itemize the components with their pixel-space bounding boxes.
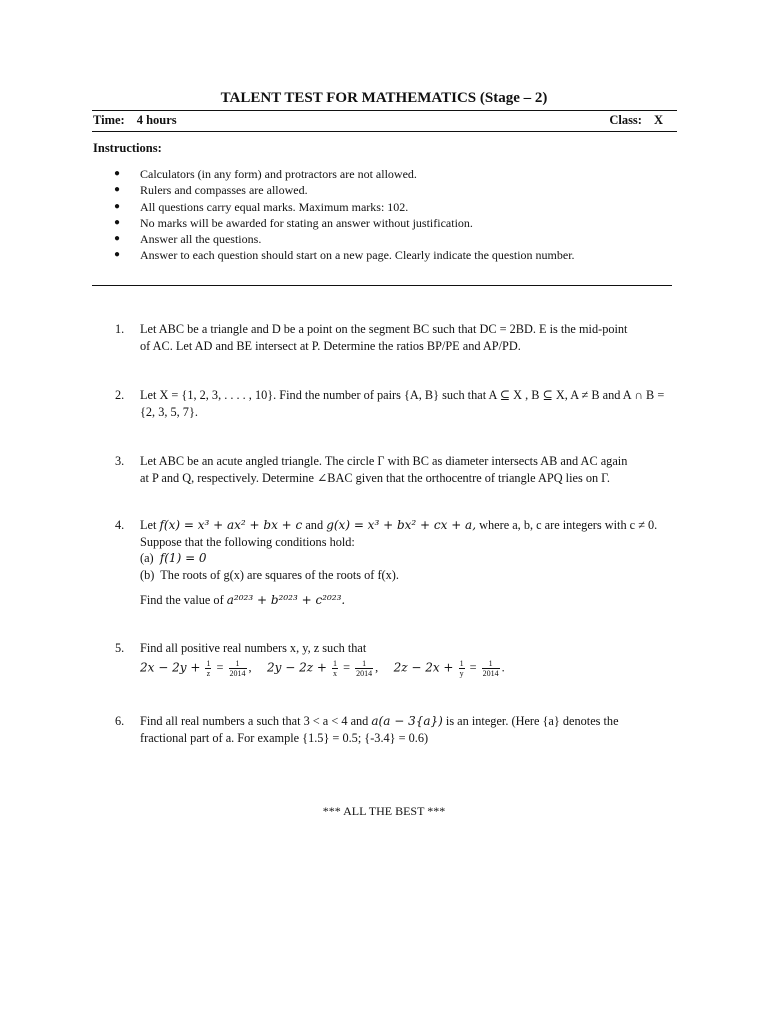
- question-number: 4.: [115, 518, 125, 532]
- question-3: [115, 453, 680, 486]
- question-number: 3.: [115, 454, 125, 468]
- instruction-item: ● Answer to each question should start on a new page. Clearly indicate the question number.: [114, 248, 575, 263]
- question-6: [115, 713, 680, 746]
- question-4: [115, 517, 680, 609]
- question-text: {2, 3, 5, 7}.: [140, 404, 198, 419]
- question-5: [115, 640, 680, 678]
- question-text: Let ABC be an acute angled triangle. The circle Γ with BC as diameter intersects AB and AC again: [140, 454, 628, 468]
- class-info: [609, 113, 663, 128]
- instruction-item: ● Calculators (in any form) and protractors are not allowed.: [114, 167, 417, 181]
- instruction-item: ● All questions carry equal marks. Maximum marks: 102.: [114, 199, 409, 214]
- time-label: Time:: [93, 113, 125, 127]
- time-info: [93, 113, 177, 128]
- bullet-icon: ●: [114, 249, 121, 261]
- fraction: $\frac{1}{z}$: [206, 658, 211, 678]
- g-definition: g(x) = x³ + bx² + cx + a,: [326, 518, 477, 532]
- header-rule-bottom: [92, 131, 677, 132]
- question-text: Find the value of a²⁰²³ + b²⁰²³ + c²⁰²³.: [140, 593, 346, 607]
- question-2: [115, 387, 680, 420]
- question-text: Find all positive real numbers x, y, z such that: [140, 641, 367, 655]
- instruction-item: ● Answer all the questions.: [114, 232, 262, 247]
- question-1: [115, 321, 680, 354]
- closing-message: *** ALL THE BEST ***: [322, 804, 446, 818]
- question-text: of AC. Let AD and BE intersect at P. Determine the ratios BP/PE and AP/PD.: [140, 338, 521, 353]
- integer-expression: a(a − 3{a}): [371, 714, 443, 728]
- question-number: 5.: [115, 641, 125, 655]
- fraction: $\frac{1}{2014}$: [356, 658, 373, 678]
- f-definition: f(x) = x³ + ax² + bx + c: [159, 518, 303, 532]
- question-number: 1.: [115, 322, 125, 336]
- equation-system: 2x − 2y + $\frac{1}{z}$ = $\frac{1}{2014}$ , 2y − 2z + $\frac{1}{x}$ = $\frac{1}{2014}$ , 2z − 2x + $\frac{1}{y}$ = $\frac{1}{2014}$ .: [140, 658, 505, 678]
- fraction: $\frac{1}{2014}$: [482, 658, 499, 678]
- header-rule-top: [92, 110, 677, 111]
- class-value: X: [653, 113, 663, 127]
- question-text: Suppose that the following conditions hold:: [140, 534, 355, 549]
- section-divider: [92, 285, 672, 286]
- fraction: $\frac{1}{y}$: [459, 658, 464, 678]
- instructions-list: [110, 166, 670, 264]
- equation-1: 2x − 2y +: [140, 659, 201, 674]
- bullet-icon: ●: [114, 233, 121, 245]
- question-text: fractional part of a. For example {1.5} = 0.5; {-3.4} = 0.6): [140, 730, 429, 745]
- condition-a: (a) f(1) = 0: [140, 551, 207, 565]
- equation-3: 2z − 2x +: [393, 659, 454, 674]
- fraction: $\frac{1}{x}$: [333, 658, 338, 678]
- class-label: Class:: [609, 113, 642, 127]
- bullet-icon: ●: [114, 216, 121, 228]
- question-text: at P and Q, respectively. Determine ∠BAC given that the orthocentre of triangle APQ lies on Γ.: [140, 470, 610, 485]
- page-title: TALENT TEST FOR MATHEMATICS (Stage – 2): [220, 90, 548, 106]
- bullet-icon: ●: [114, 200, 121, 212]
- equation-2: 2y − 2z +: [267, 659, 327, 674]
- instruction-item: ● No marks will be awarded for stating an answer without justification.: [114, 215, 473, 230]
- instructions-heading: Instructions:: [93, 141, 162, 155]
- bullet-icon: ●: [114, 184, 121, 196]
- question-text: Find all real numbers a such that 3 < a < 4 and a(a − 3{a}) is an integer. (Here {a} denotes the: [140, 714, 619, 728]
- question-text: Let f(x) = x³ + ax² + bx + c and g(x) = x³ + bx² + cx + a, where a, b, c are integers with c ≠ 0.: [140, 518, 658, 532]
- power-expression: a²⁰²³ + b²⁰²³ + c²⁰²³.: [226, 593, 346, 607]
- fraction: $\frac{1}{2014}$: [229, 658, 246, 678]
- bullet-icon: ●: [114, 168, 121, 179]
- condition-b: (b) The roots of g(x) are squares of the roots of f(x).: [140, 567, 399, 582]
- question-text: Let ABC be a triangle and D be a point on the segment BC such that DC = 2BD. E is the mid-point: [140, 322, 628, 336]
- question-number: 6.: [115, 714, 125, 728]
- question-number: 2.: [115, 388, 125, 402]
- instruction-item: ● Rulers and compasses are allowed.: [114, 183, 308, 198]
- time-value: 4 hours: [136, 113, 177, 127]
- question-text: Let X = {1, 2, 3, . . . . , 10}. Find the number of pairs {A, B} such that A ⊆ X , B ⊆ X, A ≠ B and A ∩ B =: [140, 388, 665, 402]
